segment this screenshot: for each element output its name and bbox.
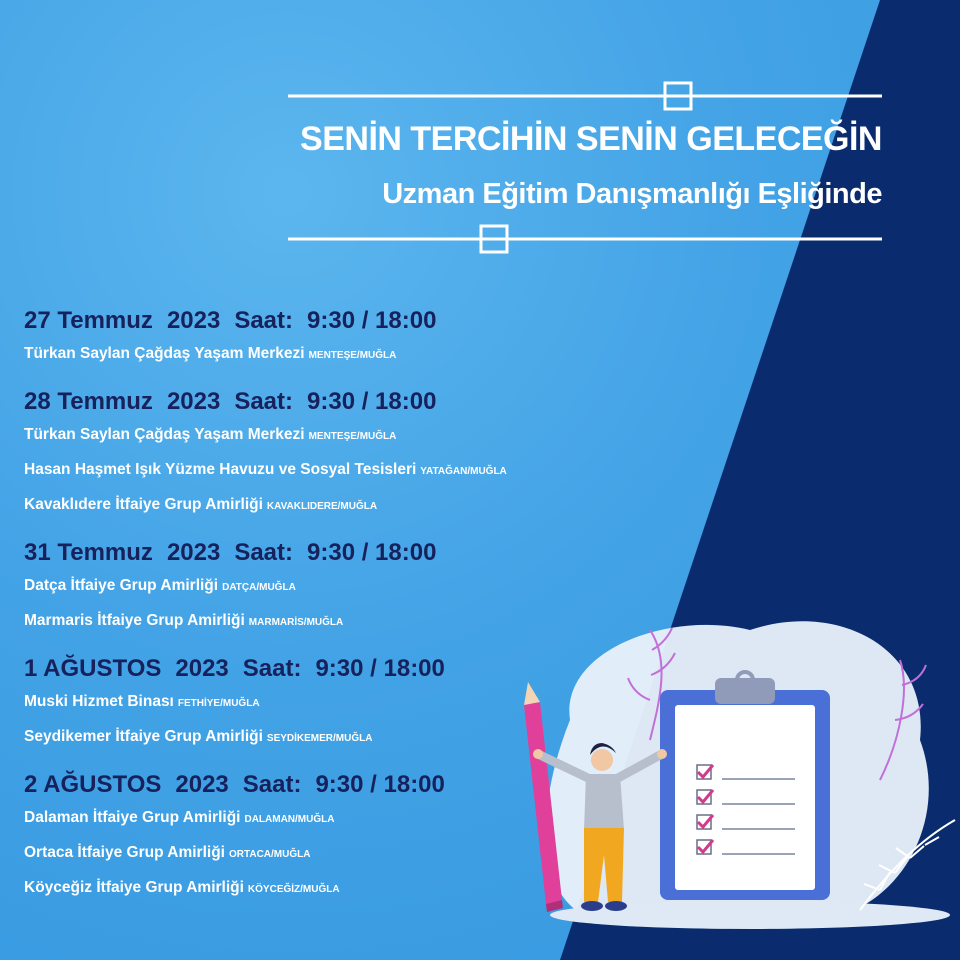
event-time: 9:30 / 18:00 <box>307 539 437 566</box>
venue-item <box>24 604 507 639</box>
venue-item <box>24 836 507 871</box>
clipboard-checklist-icon <box>660 672 830 900</box>
venue-name: Datça İtfaiye Grup Amirliği <box>24 577 219 594</box>
venue-name: Hasan Haşmet Işık Yüzme Havuzu ve Sosyal Tesisleri <box>24 461 417 478</box>
schedule-day <box>24 305 507 372</box>
venue-item <box>24 871 507 906</box>
event-time: 9:30 / 18:00 <box>307 307 437 334</box>
event-time: 9:30 / 18:00 <box>315 771 445 798</box>
date-line <box>24 537 507 569</box>
time-label: Saat: <box>234 539 294 566</box>
event-year: 2023 <box>166 388 221 415</box>
date-line <box>24 653 507 685</box>
venue-name: Dalaman İtfaiye Grup Amirliği <box>24 809 241 826</box>
event-date: 2 AĞUSTOS <box>24 771 162 798</box>
time-label: Saat: <box>242 771 302 798</box>
event-year: 2023 <box>166 539 221 566</box>
venue-location: KÖYCEĞİZ/MUĞLA <box>247 884 340 895</box>
venue-location: MENTEŞE/MUĞLA <box>308 350 397 361</box>
venue-item <box>24 453 507 488</box>
venue-name: Türkan Saylan Çağdaş Yaşam Merkezi <box>24 345 305 362</box>
schedule-day <box>24 386 507 523</box>
venue-location: ORTACA/MUĞLA <box>228 849 311 860</box>
venue-item <box>24 488 507 523</box>
schedule <box>24 305 507 920</box>
venue-item <box>24 801 507 836</box>
schedule-day <box>24 769 507 906</box>
venue-item <box>24 418 507 453</box>
event-date: 1 AĞUSTOS <box>24 655 162 682</box>
venue-name: Marmaris İtfaiye Grup Amirliği <box>24 612 245 629</box>
event-date: 27 Temmuz <box>24 307 153 334</box>
event-time: 9:30 / 18:00 <box>315 655 445 682</box>
venue-location: MENTEŞE/MUĞLA <box>308 431 397 442</box>
venue-location: KAVAKLIDERE/MUĞLA <box>266 501 378 512</box>
event-date: 31 Temmuz <box>24 539 153 566</box>
date-line <box>24 769 507 801</box>
venue-location: FETHİYE/MUĞLA <box>177 698 260 709</box>
venue-location: YATAĞAN/MUĞLA <box>420 466 507 477</box>
event-year: 2023 <box>175 771 229 798</box>
venue-name: Kavaklıdere İtfaiye Grup Amirliği <box>24 496 263 513</box>
schedule-day <box>24 537 507 639</box>
venue-location: DALAMAN/MUĞLA <box>244 814 335 825</box>
event-time: 9:30 / 18:00 <box>307 388 437 415</box>
venue-name: Köyceğiz İtfaiye Grup Amirliği <box>24 879 244 896</box>
time-label: Saat: <box>242 655 302 682</box>
page-title: SENİN TERCİHİN SENİN GELECEĞİN <box>300 120 882 158</box>
venue-item <box>24 685 507 720</box>
time-label: Saat: <box>234 307 294 334</box>
date-line <box>24 386 507 418</box>
event-year: 2023 <box>175 655 229 682</box>
event-date: 28 Temmuz <box>24 388 153 415</box>
venue-name: Ortaca İtfaiye Grup Amirliği <box>24 844 225 861</box>
venue-location: MARMARİS/MUĞLA <box>248 617 344 628</box>
schedule-day <box>24 653 507 755</box>
venue-name: Seydikemer İtfaiye Grup Amirliği <box>24 728 263 745</box>
venue-location: DATÇA/MUĞLA <box>222 582 296 593</box>
venue-location: SEYDİKEMER/MUĞLA <box>266 733 373 744</box>
venue-item <box>24 720 507 755</box>
venue-name: Türkan Saylan Çağdaş Yaşam Merkezi <box>24 426 305 443</box>
venue-item <box>24 569 507 604</box>
clipboard-illustration <box>500 590 960 960</box>
date-line <box>24 305 507 337</box>
venue-item <box>24 337 507 372</box>
event-year: 2023 <box>166 307 221 334</box>
page-subtitle: Uzman Eğitim Danışmanlığı Eşliğinde <box>382 178 882 210</box>
time-label: Saat: <box>234 388 294 415</box>
venue-name: Muski Hizmet Binası <box>24 693 174 710</box>
